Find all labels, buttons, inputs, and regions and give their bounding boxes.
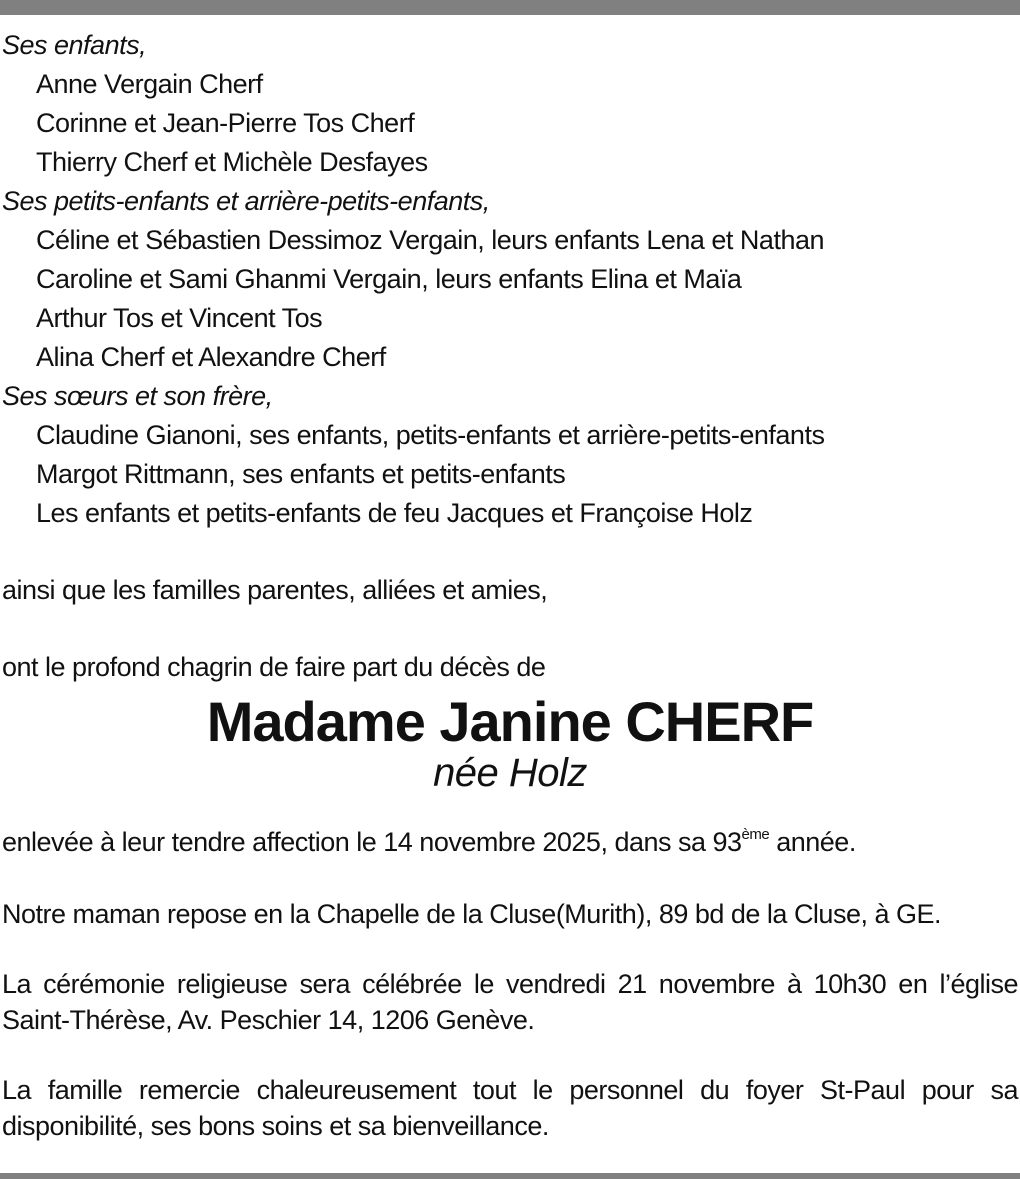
grandchildren-intro: Ses petits-enfants et arrière-petits-enfants, — [2, 186, 490, 216]
death-text-end: année. — [769, 827, 856, 857]
relatives-line: ainsi que les familles parentes, alliées et amies, — [2, 575, 548, 605]
death-statement — [2, 823, 1018, 862]
death-text: enlevée à leur tendre affection le 14 novembre 2025, dans sa 93 — [2, 827, 742, 857]
ceremony-paragraph: La cérémonie religieuse sera célébrée le vendredi 21 novembre à 10h30 en l’église Saint-Thérèse, Av. Peschier 14, 1206 Genève. — [2, 969, 1018, 1035]
obituary-notice — [2, 26, 1018, 1144]
bottom-border-rule — [0, 1173, 1020, 1179]
grandchild-name: Céline et Sébastien Dessimoz Vergain, leurs enfants Lena et Nathan — [36, 225, 824, 255]
deceased-name-block — [2, 691, 1018, 793]
child-name: Corinne et Jean-Pierre Tos Cherf — [36, 108, 415, 138]
grandchild-name: Caroline et Sami Ghanmi Vergain, leurs enfants Elina et Maïa — [36, 264, 742, 294]
announcement-line: ont le profond chagrin de faire part du décès de — [2, 652, 546, 682]
siblings-intro: Ses sœurs et son frère, — [2, 381, 273, 411]
spacer — [2, 533, 1018, 571]
child-name: Thierry Cherf et Michèle Desfayes — [36, 147, 428, 177]
sibling-name: Margot Rittmann, ses enfants et petits-enfants — [36, 459, 566, 489]
spacer — [2, 610, 1018, 648]
top-border-rule — [0, 0, 1020, 15]
sibling-name: Les enfants et petits-enfants de feu Jacques et Françoise Holz — [36, 498, 753, 528]
deceased-name: Madame Janine CHERF — [206, 690, 814, 753]
children-intro: Ses enfants, — [2, 30, 147, 60]
child-name: Anne Vergain Cherf — [36, 69, 263, 99]
grandchild-name: Arthur Tos et Vincent Tos — [36, 303, 323, 333]
thanks-paragraph: La famille remercie chaleureusement tout le personnel du foyer St-Paul pour sa disponibilité, ses bons soins et sa bienveillance. — [2, 1075, 1018, 1141]
grandchild-name: Alina Cherf et Alexandre Cherf — [36, 342, 386, 372]
ordinal-superscript: ème — [741, 826, 770, 843]
sibling-name: Claudine Gianoni, ses enfants, petits-enfants et arrière-petits-enfants — [36, 420, 825, 450]
maiden-name: née Holz — [433, 751, 587, 795]
rest-place-paragraph: Notre maman repose en la Chapelle de la Cluse(Murith), 89 bd de la Cluse, à GE. — [2, 899, 941, 929]
